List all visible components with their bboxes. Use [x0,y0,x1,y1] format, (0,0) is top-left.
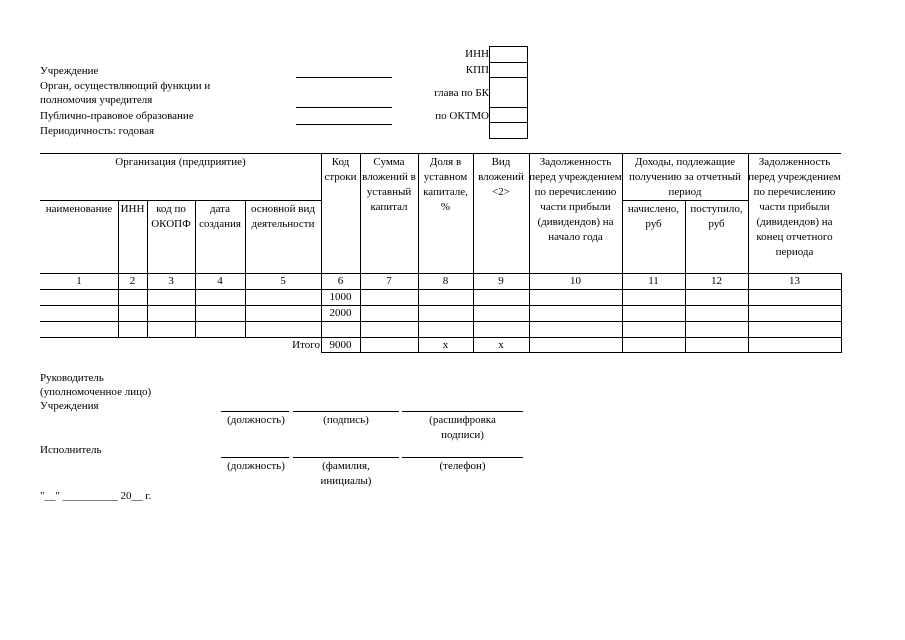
col-number-10: 10 [570,275,581,287]
inn-label: ИНН [465,48,489,60]
col-number-4: 4 [217,275,223,287]
head-label-3: Учреждения [40,400,99,412]
head-decode-caption-2: подписи) [441,429,484,441]
executor-position-line [221,457,289,458]
executor-position-caption: (должность) [227,460,285,472]
header-debt-end: Задолженность перед учреждением по перечислению части прибыли (дивидендов) на конец отчетного периода [748,156,841,258]
executor-label: Исполнитель [40,444,102,456]
head-decode-caption-1: (расшифровка [429,414,496,426]
head-position-line [221,411,289,412]
header-creation-date: дата создания [199,203,241,230]
executor-phone-caption: (телефон) [439,460,486,472]
head-label-2: (уполномоченное лицо) [40,386,152,398]
header-debt-start: Задолженность перед учреждением по перечислению части прибыли (дивидендов) на начало года [529,156,622,243]
col-number-6: 6 [337,275,344,287]
executor-phone-line [402,457,523,458]
col-number-13: 13 [789,275,800,287]
header-name: наименование [45,203,113,215]
col-number-3: 3 [168,275,174,287]
header-income: Доходы, подлежащие получению за отчетный период [629,156,741,198]
header-inn: ИНН [120,203,145,215]
col-number-12: 12 [711,275,722,287]
header-received: поступило, руб [690,203,743,230]
col-number-2: 2 [129,275,136,287]
executor-name-caption-2: инициалы) [320,475,372,487]
executor-name-caption-1: (фамилия, [322,460,370,472]
kpp-label: КПП [465,64,489,76]
header-okopf: код по ОКОПФ [151,203,191,230]
col-number-1: 1 [76,275,82,287]
founder-label-1: Орган, осуществляющий функции и [40,80,211,92]
header-investment-type: Вид вложений <2> [478,156,524,198]
oktmo-label: по ОКТМО [435,110,489,122]
row-code-1000: 1000 [329,291,352,303]
total-code: 9000 [329,339,352,351]
head-label-1: Руководитель [40,372,104,384]
total-share: x [442,339,449,351]
head-position-caption: (должность) [227,414,285,426]
col-number-5: 5 [280,275,286,287]
head-signature-line [293,411,399,412]
header-investment-sum: Сумма вложений в уставный капитал [362,156,416,213]
col-number-11: 11 [648,275,659,287]
col-number-9: 9 [498,275,504,287]
bk-label: глава по БК [434,87,489,99]
row-code-2000: 2000 [329,307,352,319]
header-organization: Организация (предприятие) [115,156,246,168]
executor-name-line [293,457,399,458]
head-decode-line [402,411,523,412]
public-entity-label: Публично-правовое образование [40,110,194,122]
date-line: "__" __________ 20__ г. [40,490,152,502]
head-signature-caption: (подпись) [323,414,369,426]
founder-label-2: полномочия учредителя [40,94,153,106]
header-capital-share: Доля в уставном капитале, % [423,156,468,213]
header-line-code: Код строки [324,156,357,183]
periodicity-label: Периодичность: годовая [40,125,155,137]
header-accrued: начислено, руб [627,203,680,230]
col-number-8: 8 [442,275,449,287]
col-number-7: 7 [386,275,392,287]
header-main-activity: основной вид деятельности [251,203,315,230]
total-type: x [498,339,504,351]
total-label: Итого [292,339,320,351]
institution-label: Учреждение [40,65,99,77]
